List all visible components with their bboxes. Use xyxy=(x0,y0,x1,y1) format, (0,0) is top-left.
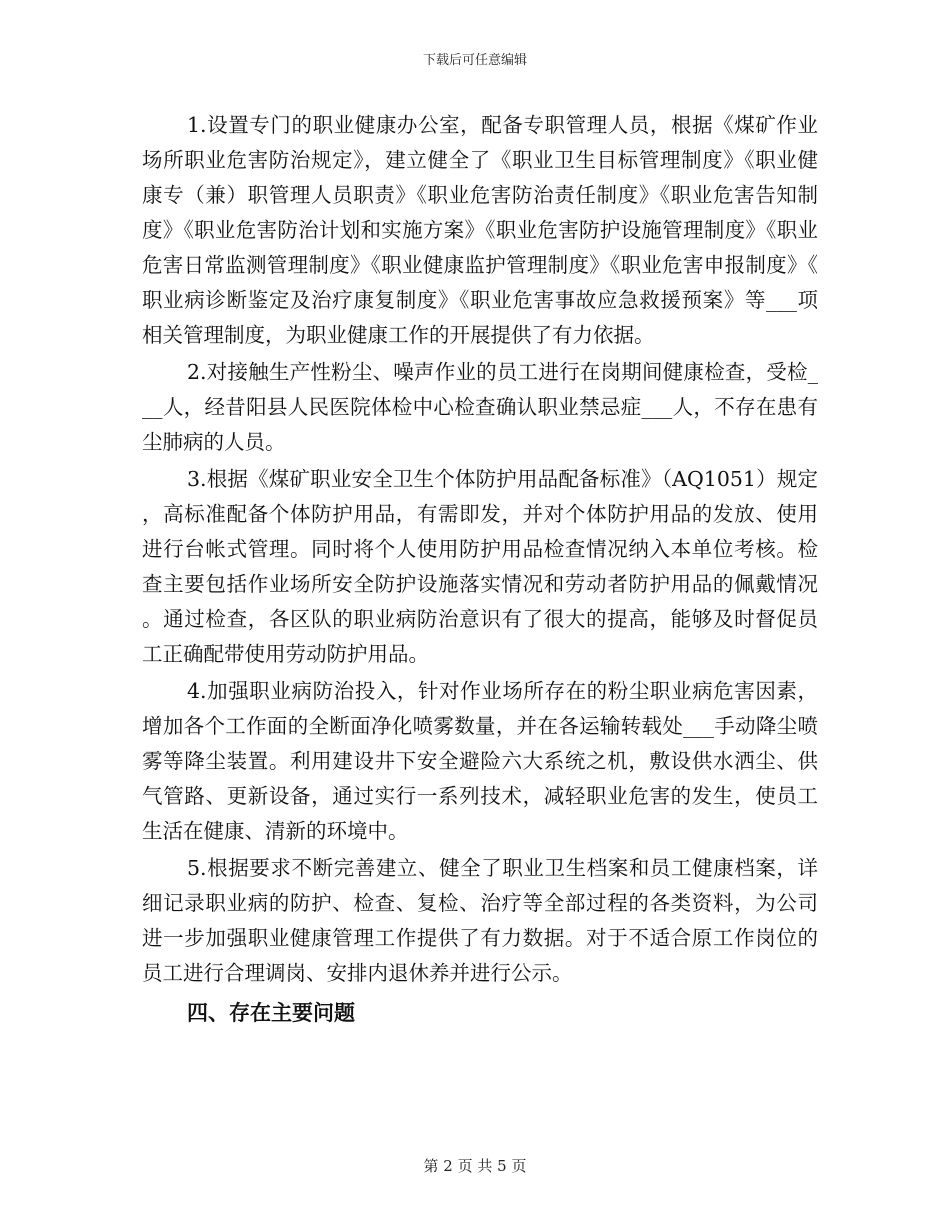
paragraph-4: 4.加强职业病防治投入，针对作业场所存在的粉尘职业病危害因素，增加各个工作面的全断面净化喷雾数量，并在各运输转载处___手动降尘喷雾等降尘装置。利用建设井下安全避险六大系统之机，敷设供水洒尘、供气管路、更新设备，通过实行一系列技术，减轻职业危害的发生，使员工生活在健康、清新的环境中。 xyxy=(142,679,818,843)
paragraph-2: 2.对接触生产性粉尘、噪声作业的员工进行在岗期间健康检查，受检___人，经昔阳县人民医院体检中心检查确认职业禁忌症___人，不存在患有尘肺病的人员。 xyxy=(142,360,818,454)
page-header: 下载后可任意编辑 xyxy=(422,53,527,68)
page-number-footer: 第 2 页 共 5 页 xyxy=(423,1157,527,1175)
paragraph-3: 3.根据《煤矿职业安全卫生个体防护用品配备标准》（AQ1051）规定，高标准配备个体防护用品，有需即发，并对个体防护用品的发放、使用进行台帐式管理。同时将个人使用防护用品检查情况纳入本单位考核。检查主要包括作业场所安全防护设施落实情况和劳动者防护用品的佩戴情况。通过检查，各区队的职业病防治意识有了很大的提高，能够及时督促员工正确配带使用劳动防护用品。 xyxy=(142,467,818,666)
document-body xyxy=(142,108,818,1030)
section-heading: 四、存在主要问题 xyxy=(187,1000,355,1025)
paragraph-5: 5.根据要求不断完善建立、健全了职业卫生档案和员工健康档案，详细记录职业病的防护、检查、复检、治疗等全部过程的各类资料，为公司进一步加强职业健康管理工作提供了有力数据。对于不适合原工作岗位的员工进行合理调岗、安排内退休养并进行公示。 xyxy=(142,856,818,985)
paragraph-1: 1.设置专门的职业健康办公室，配备专职管理人员，根据《煤矿作业场所职业危害防治规定》，建立健全了《职业卫生目标管理制度》《职业健康专（兼）职管理人员职责》《职业危害防治责任制度》《职业危害告知制度》《职业危害防治计划和实施方案》《职业危害防护设施管理制度》《职业危害日常监测管理制度》《职业健康监护管理制度》《职业危害申报制度》《职业病诊断鉴定及治疗康复制度》《职业危害事故应急救援预案》等___项相关管理制度，为职业健康工作的开展提供了有力依据。 xyxy=(142,113,818,347)
